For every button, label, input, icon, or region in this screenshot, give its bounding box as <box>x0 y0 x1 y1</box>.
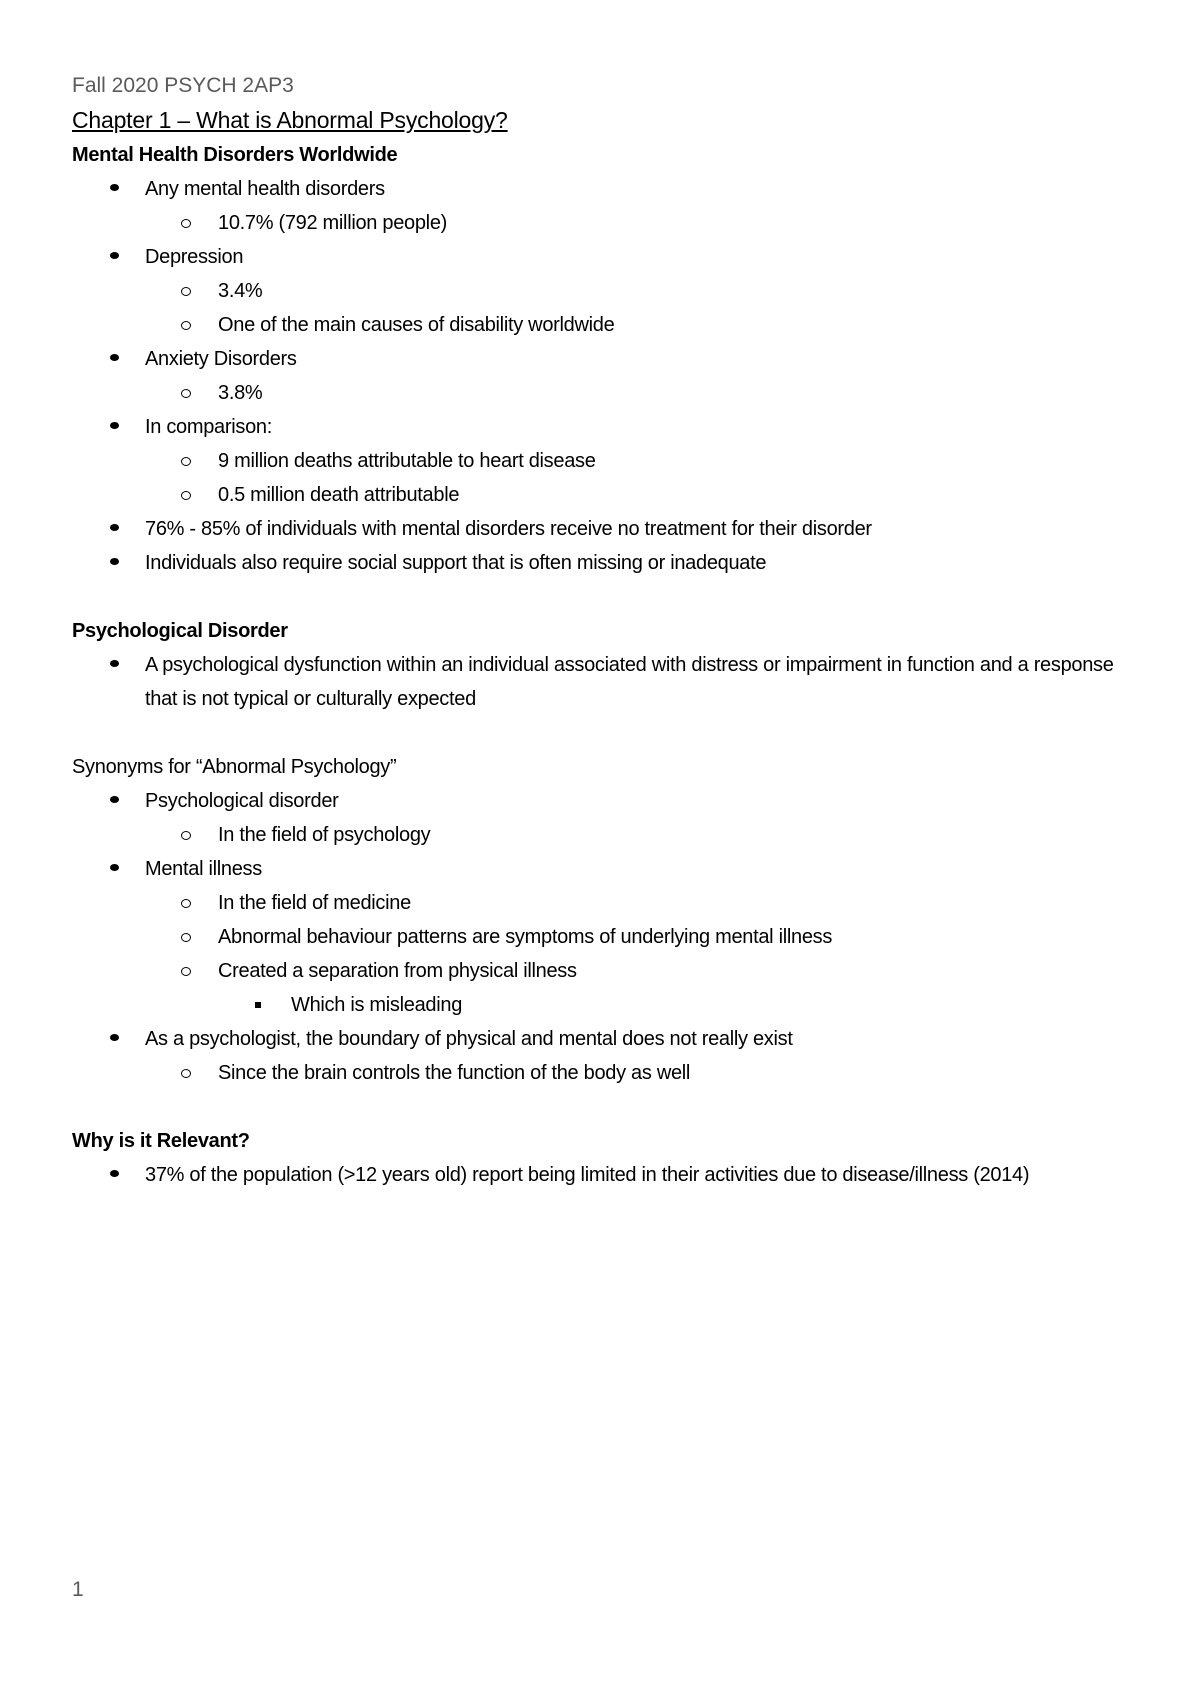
bullet-list <box>72 784 1132 1090</box>
bullet-icon <box>108 172 122 206</box>
list-item: 3.4% <box>145 274 1132 308</box>
hollow-bullet-icon <box>180 376 196 410</box>
list-item: 0.5 million death attributable <box>145 478 1132 512</box>
list-item: A psychological dysfunction within an individual associated with distress or impairment in function and a response that is not typical or culturally expected <box>72 648 1132 716</box>
list-item: Since the brain controls the function of the body as well <box>145 1056 1132 1090</box>
list-item: Which is misleading <box>218 988 1132 1022</box>
bullet-icon <box>108 342 122 376</box>
list-item: 9 million deaths attributable to heart disease <box>145 444 1132 478</box>
hollow-bullet-icon <box>180 954 196 988</box>
list-item: Depression 3.4% One of the main causes of disability worldwide <box>72 240 1132 342</box>
list-item: 37% of the population (>12 years old) report being limited in their activities due to disease/illness (2014) <box>72 1158 1132 1192</box>
bullet-icon <box>108 512 122 546</box>
section-heading-synonyms: Synonyms for “Abnormal Psychology” <box>72 756 397 778</box>
list-item: Created a separation from physical illness Which is misleading <box>145 954 1132 1022</box>
bullet-list <box>72 172 1132 580</box>
document-page <box>72 70 1132 1192</box>
chapter-title: Chapter 1 – What is Abnormal Psychology? <box>72 107 508 133</box>
square-bullet-icon <box>255 988 265 1022</box>
bullet-icon <box>108 784 122 818</box>
bullet-icon <box>108 1022 122 1056</box>
list-item: Mental illness In the field of medicine Abnormal behaviour patterns are symptoms of underlying mental illness Created a separation from physical illness Which is misleading <box>72 852 1132 1022</box>
list-item: Individuals also require social support that is often missing or inadequate <box>72 546 1132 580</box>
bullet-icon <box>108 546 122 580</box>
hollow-bullet-icon <box>180 308 196 342</box>
hollow-bullet-icon <box>180 478 196 512</box>
bullet-list <box>72 1158 1132 1192</box>
bullet-icon <box>108 648 122 682</box>
list-item: In comparison: 9 million deaths attributable to heart disease 0.5 million death attributable <box>72 410 1132 512</box>
hollow-bullet-icon <box>180 818 196 852</box>
list-item: Anxiety Disorders 3.8% <box>72 342 1132 410</box>
hollow-bullet-icon <box>180 206 196 240</box>
hollow-bullet-icon <box>180 274 196 308</box>
bullet-icon <box>108 1158 122 1192</box>
hollow-bullet-icon <box>180 1056 196 1090</box>
list-item: 10.7% (792 million people) <box>145 206 1132 240</box>
section-heading-why-relevant: Why is it Relevant? <box>72 1130 250 1152</box>
list-item: As a psychologist, the boundary of physical and mental does not really exist Since the brain controls the function of the body as well <box>72 1022 1132 1090</box>
bullet-icon <box>108 852 122 886</box>
list-item: Abnormal behaviour patterns are symptoms of underlying mental illness <box>145 920 1132 954</box>
section-heading-psychological-disorder: Psychological Disorder <box>72 620 288 642</box>
hollow-bullet-icon <box>180 886 196 920</box>
list-item: 3.8% <box>145 376 1132 410</box>
list-item: One of the main causes of disability worldwide <box>145 308 1132 342</box>
bullet-icon <box>108 240 122 274</box>
hollow-bullet-icon <box>180 444 196 478</box>
course-header: Fall 2020 PSYCH 2AP3 <box>72 74 294 97</box>
bullet-list <box>72 648 1132 716</box>
list-item: In the field of medicine <box>145 886 1132 920</box>
section-heading-mental-health-disorders: Mental Health Disorders Worldwide <box>72 144 398 166</box>
hollow-bullet-icon <box>180 920 196 954</box>
bullet-icon <box>108 410 122 444</box>
list-item: Any mental health disorders 10.7% (792 million people) <box>72 172 1132 240</box>
list-item: 76% - 85% of individuals with mental disorders receive no treatment for their disorder <box>72 512 1132 546</box>
list-item: Psychological disorder In the field of psychology <box>72 784 1132 852</box>
list-item: In the field of psychology <box>145 818 1132 852</box>
page-number: 1 <box>72 1578 84 1601</box>
